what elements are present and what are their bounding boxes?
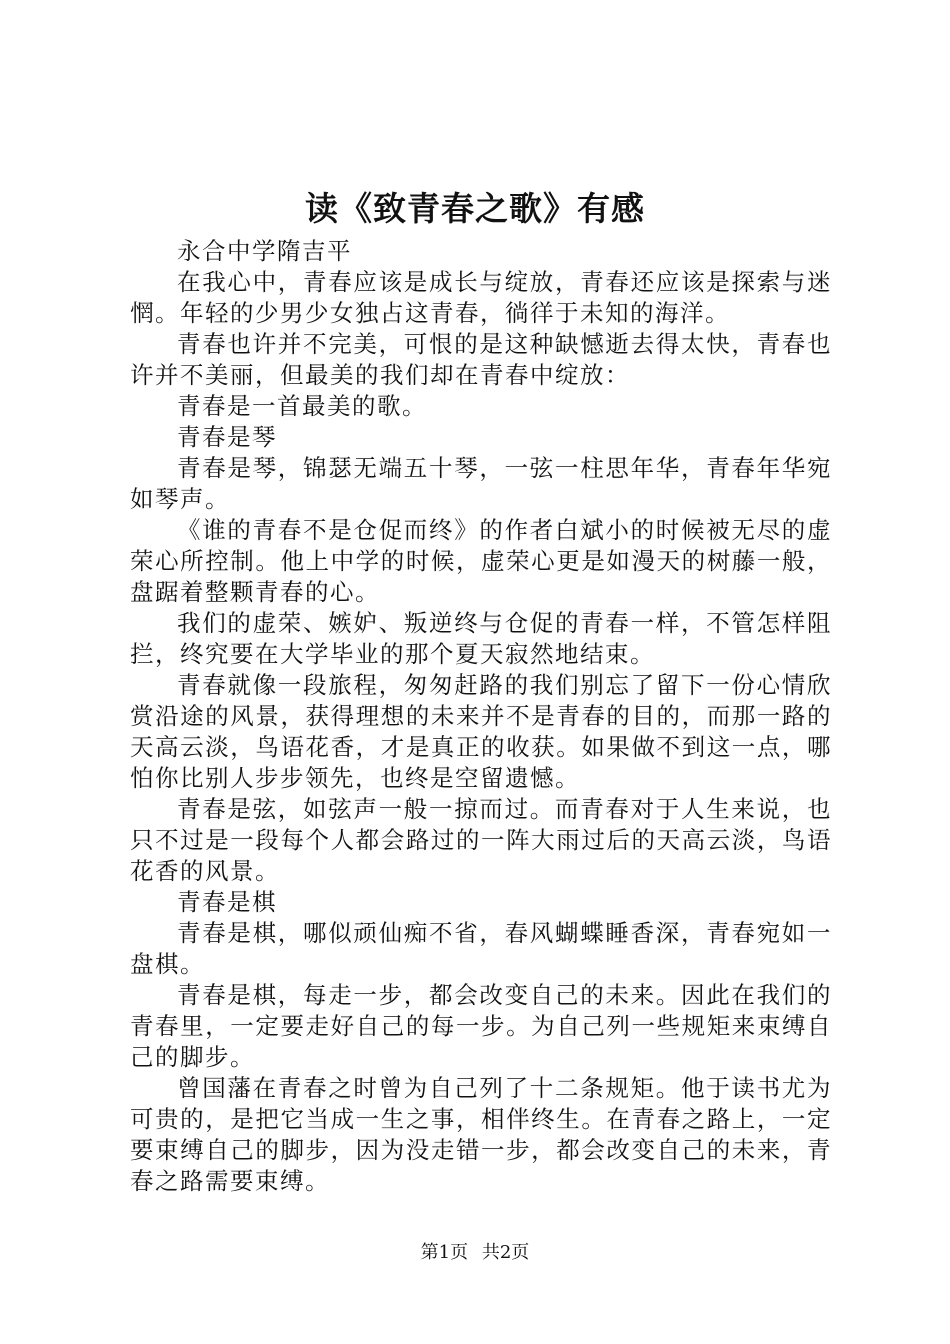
paragraph: 在我心中，青春应该是成长与绽放，青春还应该是探索与迷惘。年轻的少男少女独占这青春，徜徉于未知的海洋。: [130, 268, 832, 327]
document-body: [130, 236, 832, 1197]
paragraph: 我们的虚荣、嫉妒、叛逆终与仓促的青春一样，不管怎样阻拦，终究要在大学毕业的那个夏天寂然地结束。: [130, 609, 832, 668]
paragraph: 青春是琴，锦瑟无端五十琴，一弦一柱思年华，青春年华宛如琴声。: [130, 454, 832, 513]
page-footer: [0, 1240, 950, 1266]
paragraph: 青春是一首最美的歌。: [177, 392, 427, 420]
document-title: 读《致青春之歌》有感: [305, 189, 645, 228]
page-total: 共2页: [481, 1242, 530, 1263]
paragraph: 青春是弦，如弦声一般一掠而过。而青春对于人生来说，也只不过是一段每个人都会路过的一阵大雨过后的天高云淡，鸟语花香的风景。: [130, 795, 832, 885]
section-heading: 青春是棋: [177, 888, 277, 916]
author-line: 永合中学隋吉平: [177, 237, 352, 265]
paragraph: 青春是棋，哪似顽仙痴不省，春风蝴蝶睡香深，青春宛如一盘棋。: [130, 919, 832, 978]
paragraph: 青春也许并不完美，可恨的是这种缺憾逝去得太快，青春也许并不美丽，但最美的我们却在青春中绽放：: [130, 330, 832, 389]
section-heading: 青春是琴: [177, 423, 277, 451]
paragraph: 《谁的青春不是仓促而终》的作者白斌小的时候被无尽的虚荣心所控制。他上中学的时候，虚荣心更是如漫天的树藤一般，盘踞着整颗青春的心。: [130, 516, 832, 606]
paragraph: 青春就像一段旅程，匆匆赶路的我们别忘了留下一份心情欣赏沿途的风景，获得理想的未来并不是青春的目的，而那一路的天高云淡，鸟语花香，才是真正的收获。如果做不到这一点，哪怕你比别人步步领先，也终是空留遗憾。: [130, 671, 832, 792]
paragraph: 曾国藩在青春之时曾为自己列了十二条规矩。他于读书尤为可贵的，是把它当成一生之事，相伴终生。在青春之路上，一定要束缚自己的脚步，因为没走错一步，都会改变自己的未来，青春之路需要束缚。: [130, 1074, 832, 1195]
paragraph: 青春是棋，每走一步，都会改变自己的未来。因此在我们的青春里，一定要走好自己的每一步。为自己列一些规矩来束缚自己的脚步。: [130, 981, 832, 1071]
page-number: 第1页: [420, 1242, 469, 1263]
